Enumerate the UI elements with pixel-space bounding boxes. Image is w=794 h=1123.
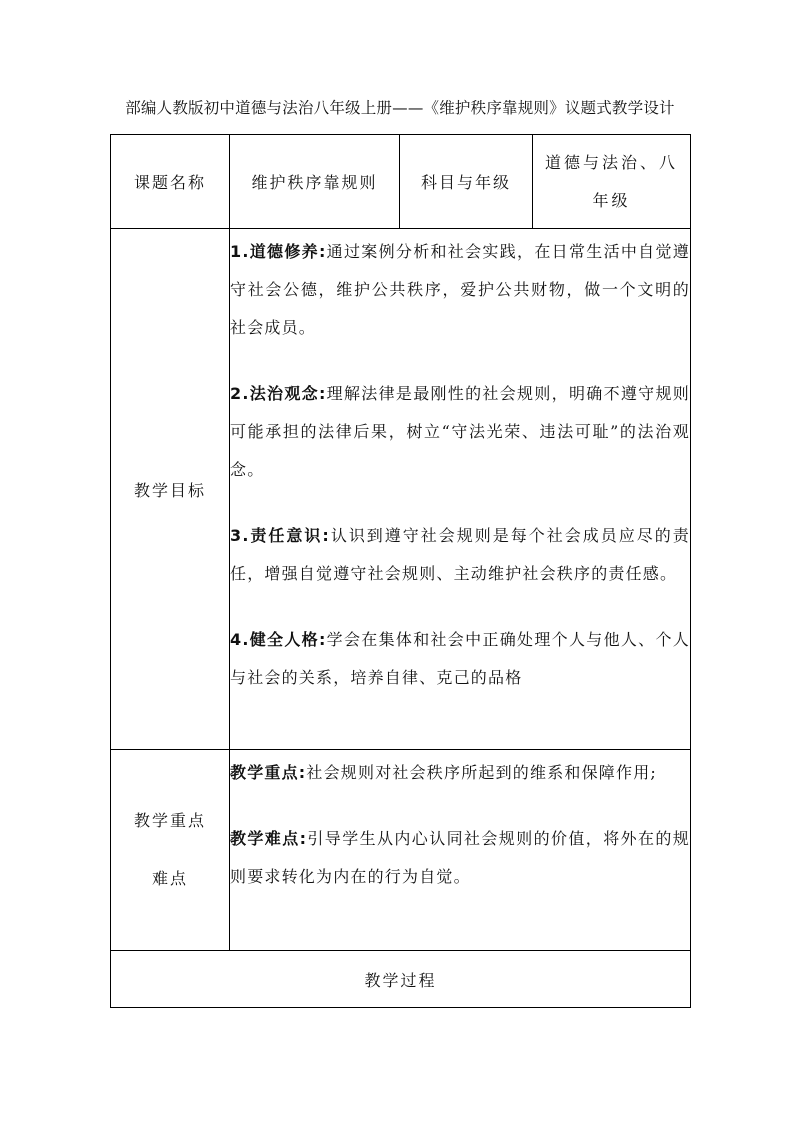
goal-item (230, 233, 690, 347)
key-point-item (230, 754, 690, 792)
goals-row (111, 229, 691, 750)
key-points-label-line1: 教学重点 (133, 811, 206, 830)
key-points-content (230, 750, 691, 951)
goal-text: 通过案例分析和社会实践，在日常生活中自觉遵守社会公德，维护公共秩序，爱护公共财物，做一个文明的社会成员。 (230, 242, 690, 337)
topic-label: 课题名称 (111, 135, 230, 229)
goal-heading: 2.法治观念: (230, 384, 327, 403)
document-title: 部编人教版初中道德与法治八年级上册——《维护秩序靠规则》议题式教学设计 (125, 99, 675, 117)
process-row (111, 951, 691, 1008)
goals-label: 教学目标 (111, 229, 230, 750)
goal-text: 理解法律是最刚性的社会规则，明确不遵守规则可能承担的法律后果，树立“守法光荣、违法可耻”的法治观念。 (230, 384, 690, 479)
subject-cell (533, 135, 691, 229)
key-points-label-line2: 难点 (151, 869, 188, 888)
goal-text: 学会在集体和社会中正确处理个人与他人、个人与社会的关系，培养自律、克己的品格 (230, 630, 690, 687)
key-point-heading: 教学难点: (230, 829, 308, 848)
goal-item (230, 517, 690, 593)
topic-value: 维护秩序靠规则 (230, 135, 400, 229)
process-label: 教学过程 (111, 951, 691, 1008)
goal-heading: 3.责任意识: (230, 526, 331, 545)
subject-label: 科目与年级 (400, 135, 533, 229)
subject-value: 道德与法治、八年级 (544, 152, 678, 210)
header-row (111, 135, 691, 229)
key-point-heading: 教学重点: (230, 763, 307, 782)
goal-item (230, 375, 690, 489)
goal-text: 认识到遵守社会规则是每个社会成员应尽的责任，增强自觉遵守社会规则、主动维护社会秩序的责任感。 (230, 526, 690, 583)
key-point-text: 社会规则对社会秩序所起到的维系和保障作用; (306, 763, 657, 782)
key-point-text: 引导学生从内心认同社会规则的价值，将外在的规则要求转化为内在的行为自觉。 (230, 829, 690, 886)
lesson-plan-table (110, 134, 691, 1008)
goal-heading: 4.健全人格: (230, 630, 327, 649)
goal-item (230, 621, 690, 697)
key-points-label (111, 750, 230, 951)
goal-heading: 1.道德修养: (230, 242, 327, 261)
goals-content (230, 229, 691, 750)
key-points-row (111, 750, 691, 951)
key-point-item (230, 820, 690, 896)
